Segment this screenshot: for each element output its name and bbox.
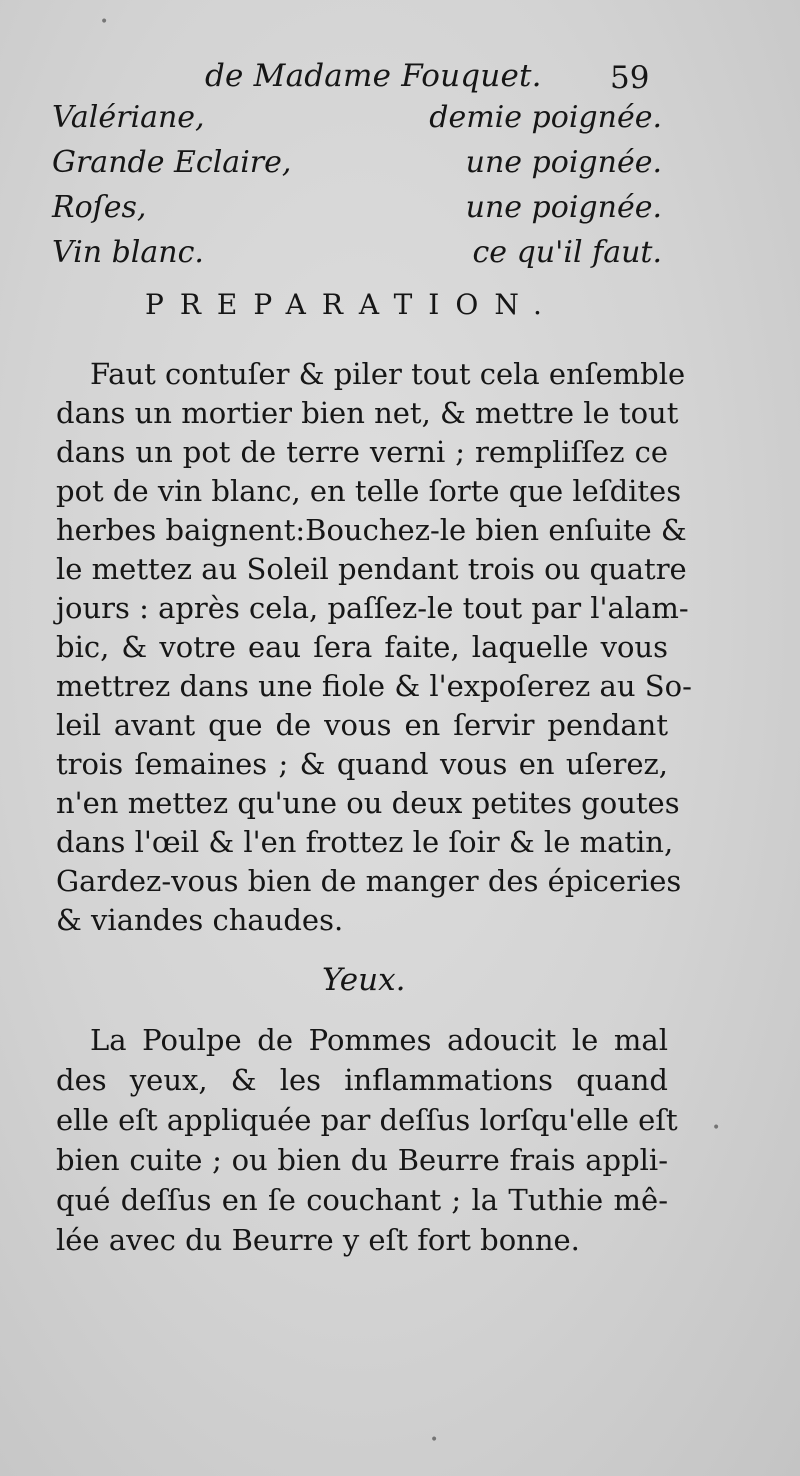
ingredient-name: Grande Eclaire, [52, 145, 292, 180]
ingredient-row [52, 190, 662, 235]
text-line: bien cuite ; ou bien du Beurre frais appli- [56, 1143, 668, 1177]
text-line: & viandes chaudes. [56, 903, 344, 937]
ingredient-amount: ce qu'il faut. [472, 235, 662, 270]
paper-speck: • [100, 14, 109, 30]
text-line: La Poulpe de Pommes adoucit le mal [90, 1023, 668, 1057]
ingredient-row [52, 100, 662, 145]
paper-speck: • [430, 1432, 439, 1448]
preparation-heading: PREPARATION. [145, 288, 558, 321]
text-line: des yeux, & les inflammations quand [56, 1063, 668, 1097]
ingredient-name: Vin blanc. [52, 235, 204, 270]
page-header [0, 58, 800, 98]
text-line: mettrez dans une fiole & l'expoſerez au So- [56, 669, 692, 703]
text-line: herbes baignent:Bouchez-le bien enſuite & [56, 513, 687, 547]
ingredient-row [52, 235, 662, 280]
text-line: bic, & votre eau ſera faite, laquelle vous [56, 630, 668, 664]
text-line: leil avant que de vous en ſervir pendant [56, 708, 668, 742]
text-line: pot de vin blanc, en telle ſorte que leſdites [56, 474, 682, 508]
ingredient-amount: demie poignée. [429, 100, 662, 135]
text-line: n'en mettez qu'une ou deux petites goutes [56, 786, 680, 820]
paper-speck: • [712, 1120, 721, 1136]
section-title-yeux: Yeux. [322, 962, 406, 998]
running-title: de Madame Fouquet. [205, 58, 542, 94]
ingredient-list [52, 100, 662, 280]
ingredient-name: Valériane, [52, 100, 205, 135]
text-line: lée avec du Beurre y eſt fort bonne. [56, 1223, 580, 1257]
text-line: le mettez au Soleil pendant trois ou quatre [56, 552, 687, 586]
ingredient-name: Roſes, [52, 190, 147, 225]
text-line: Faut contuſer & piler tout cela enſemble [90, 357, 686, 391]
text-line: qué deſſus en ſe couchant ; la Tuthie mê- [56, 1183, 668, 1217]
text-line: dans un pot de terre verni ; rempliſſez ce [56, 435, 668, 469]
ingredient-amount: une poignée. [465, 145, 662, 180]
text-line: Gardez-vous bien de manger des épiceries [56, 864, 682, 898]
text-line: elle eſt appliquée par deſſus lorſqu'elle eſt [56, 1103, 678, 1137]
text-line: dans l'œil & l'en frottez le ſoir & le matin, [56, 825, 674, 859]
preparation-paragraph [56, 355, 692, 940]
text-line: trois ſemaines ; & quand vous en uſerez, [56, 747, 668, 781]
ingredient-row [52, 145, 662, 190]
ingredient-amount: une poignée. [465, 190, 662, 225]
yeux-paragraph [56, 1020, 678, 1260]
text-line: jours : après cela, paſſez-le tout par l'alam- [56, 591, 689, 625]
text-line: dans un mortier bien net, & mettre le tout [56, 396, 679, 430]
page-number: 59 [610, 60, 650, 96]
